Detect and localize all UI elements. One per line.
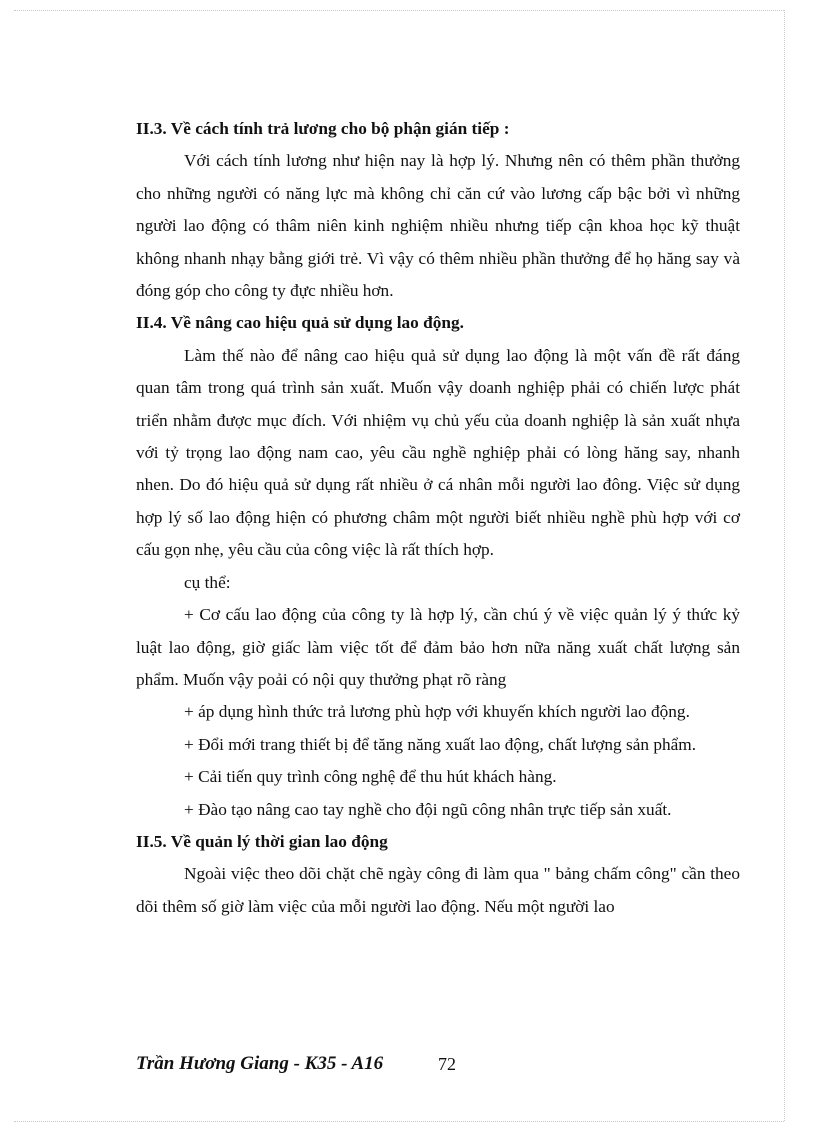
- list-item-ii4-5: + Đào tạo nâng cao tay nghề cho đội ngũ công nhân trực tiếp sản xuất.: [184, 799, 672, 819]
- paragraph-ii5-1: Ngoài việc theo dõi chặt chẽ ngày công đi làm qua " bảng chấm công" cần theo dõi thêm số giờ làm việc của mỗi người lao động. Nếu một người lao: [136, 864, 740, 916]
- list-item-ii4-3: + Đổi mới trang thiết bị để tăng năng xuất lao động, chất lượng sản phẩm.: [184, 734, 697, 754]
- list-item-ii4-1: + Cơ cấu lao động của công ty là hợp lý, cần chú ý về việc quản lý ý thức kỷ luật lao động, giờ giấc làm việc tốt để đảm bảo hơn nữa năng xuất chất lượng sản phẩm. Muốn vậy poải có nội quy thưởng phạt rõ ràng: [136, 605, 740, 689]
- section-heading-ii4: II.4. Về nâng cao hiệu quả sử dụng lao động.: [136, 313, 464, 333]
- list-item-ii4-2: + áp dụng hình thức trả lương phù hợp với khuyến khích người lao động.: [184, 702, 690, 722]
- body-text: [136, 113, 740, 923]
- footer-author: Trần Hương Giang - K35 - A16: [136, 1053, 384, 1074]
- page-number: 72: [438, 1054, 456, 1074]
- page-border-right: [784, 10, 785, 1121]
- paragraph-ii4-1: Làm thế nào để nâng cao hiệu quả sử dụng lao động là một vấn đề rất đáng quan tâm trong quá trình sản xuất. Muốn vậy doanh nghiệp phải có chiến lược phát triển nhằm được mục đích. Với nhiệm vụ chủ yếu của doanh nghiệp là sản xuất nhựa với tỷ trọng lao động nam cao, yêu cầu nghề nghiệp phải có lòng hăng say, nhanh nhen. Do đó hiệu quả sử dụng rất nhiều ở cá nhân mỗi người lao đông. Việc sử dụng hợp lý số lao động hiện có phương châm một người biết nhiều nghề phù hợp với cơ cấu gọn nhẹ, yêu cầu của công việc là rất thích hợp.: [136, 345, 740, 560]
- page-border-bottom: [14, 1121, 784, 1122]
- paragraph-ii4-2: cụ thể:: [184, 572, 231, 592]
- section-heading-ii5: II.5. Về quản lý thời gian lao động: [136, 831, 388, 851]
- paragraph-ii3-1: Với cách tính lương như hiện nay là hợp lý. Nhưng nên có thêm phần thưởng cho những người có năng lực mà không chỉ căn cứ vào lương cấp bậc bởi vì những người lao động có thâm niên kinh nghiệm nhiều nhưng tiếp cận khoa học kỹ thuật không nhanh nhạy bằng giới trẻ. Vì vậy có thêm nhiều phần thưởng để họ hăng say và đóng góp cho công ty đực nhiều hơn.: [136, 151, 740, 301]
- page-footer: [136, 1050, 536, 1078]
- section-heading-ii3: II.3. Về cách tính trả lương cho bộ phận gián tiếp :: [136, 119, 510, 138]
- page-border-top: [14, 10, 784, 11]
- list-item-ii4-4: + Cải tiến quy trình công nghệ để thu hút khách hàng.: [184, 767, 557, 787]
